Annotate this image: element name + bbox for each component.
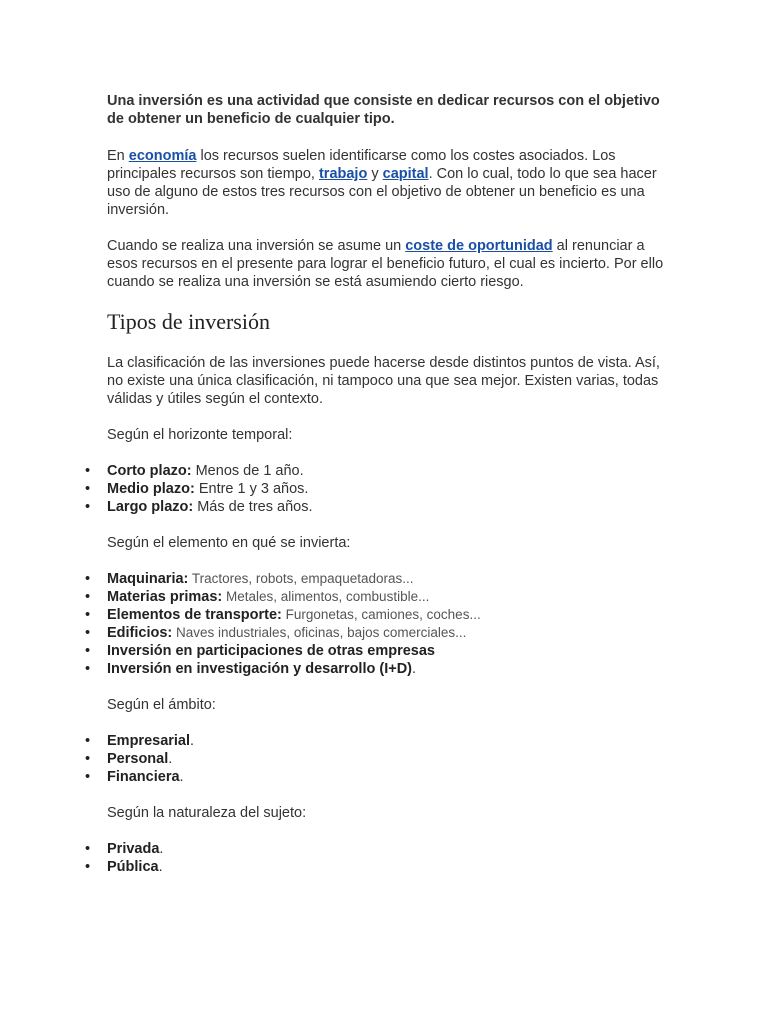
list-item xyxy=(107,570,667,588)
list-item xyxy=(107,642,667,660)
scope-list xyxy=(87,732,667,786)
list-item xyxy=(107,732,667,750)
list-item xyxy=(107,840,667,858)
item-desc: Naves industriales, oficinas, bajos comerciales... xyxy=(172,625,467,640)
item-desc: . xyxy=(179,769,184,785)
item-term: Inversión en investigación y desarrollo (I+D) xyxy=(107,661,412,677)
link-economia[interactable]: economía xyxy=(128,148,197,164)
link-coste-de-oportunidad[interactable]: coste de oportunidad xyxy=(405,238,553,254)
item-term: Pública xyxy=(107,859,159,875)
item-term: Largo plazo: xyxy=(107,499,194,515)
item-term: Medio plazo: xyxy=(107,481,195,497)
item-desc: . xyxy=(412,661,417,677)
item-desc: Más de tres años. xyxy=(193,499,313,515)
investment-element-label: Según el elemento en qué se invierta: xyxy=(107,535,351,551)
item-term: Privada xyxy=(107,841,160,857)
item-term: Corto plazo: xyxy=(107,463,192,479)
list-item xyxy=(107,624,667,642)
list-item xyxy=(107,750,667,768)
item-term: Inversión en participaciones de otras empresas xyxy=(107,643,435,659)
text-span: los recursos suelen identificarse como los costes asociados. Los principales recursos son tiempo, xyxy=(107,148,616,182)
item-desc: Furgonetas, camiones, coches... xyxy=(281,607,481,622)
link-trabajo[interactable]: trabajo xyxy=(318,166,368,182)
intro-paragraph: Una inversión es una actividad que consiste en dedicar recursos con el objetivo de obtener un beneficio de cualquier tipo. xyxy=(107,93,660,127)
item-term: Empresarial xyxy=(107,733,191,749)
list-item xyxy=(107,462,667,480)
list-item xyxy=(107,768,667,786)
text-span: . Con lo cual, todo lo que sea hacer uso de alguno de estos tres recursos con el objetivo de obtener un beneficio es una inversión. xyxy=(107,166,657,218)
item-term: Maquinaria: xyxy=(107,571,189,587)
item-desc: Tractores, robots, empaquetadoras... xyxy=(188,571,414,586)
opportunity-cost-paragraph xyxy=(107,237,667,291)
item-desc: Menos de 1 año. xyxy=(191,463,304,479)
article-body xyxy=(107,92,667,894)
subject-nature-list xyxy=(87,840,667,876)
item-term: Personal xyxy=(107,751,169,767)
list-item xyxy=(107,606,667,624)
list-item xyxy=(107,498,667,516)
list-item xyxy=(107,858,667,876)
section-heading: Tipos de inversión xyxy=(107,309,270,334)
economy-paragraph xyxy=(107,147,667,219)
item-desc: Metales, alimentos, combustible... xyxy=(222,589,430,604)
temporal-horizon-label: Según el horizonte temporal: xyxy=(107,427,293,443)
item-term: Financiera xyxy=(107,769,180,785)
item-term: Materias primas: xyxy=(107,589,223,605)
link-capital[interactable]: capital xyxy=(382,166,429,182)
item-desc: . xyxy=(158,859,163,875)
classification-paragraph: La clasificación de las inversiones puede hacerse desde distintos puntos de vista. Así, no existe una única clasificación, ni tampoco una que sea mejor. Existen varias, todas válidas y útiles según el contexto. xyxy=(107,355,660,407)
scope-label: Según el ámbito: xyxy=(107,697,216,713)
item-desc: Entre 1 y 3 años. xyxy=(194,481,309,497)
list-item xyxy=(107,480,667,498)
text-span: En xyxy=(107,148,129,164)
temporal-horizon-list xyxy=(87,462,667,516)
list-item xyxy=(107,588,667,606)
item-desc: . xyxy=(159,841,164,857)
item-term: Edificios: xyxy=(107,625,173,641)
item-desc: . xyxy=(168,751,173,767)
subject-nature-label: Según la naturaleza del sujeto: xyxy=(107,805,307,821)
investment-element-list xyxy=(87,570,667,678)
list-item xyxy=(107,660,667,678)
item-term: Elementos de transporte: xyxy=(107,607,282,623)
text-span: al renunciar a esos recursos en el presente para lograr el beneficio futuro, el cual es incierto. Por ello cuando se realiza una inversión se está asumiendo cierto riesgo. xyxy=(107,238,664,290)
text-span: y xyxy=(367,166,383,182)
item-desc: . xyxy=(190,733,195,749)
text-span: Cuando se realiza una inversión se asume un xyxy=(107,238,406,254)
